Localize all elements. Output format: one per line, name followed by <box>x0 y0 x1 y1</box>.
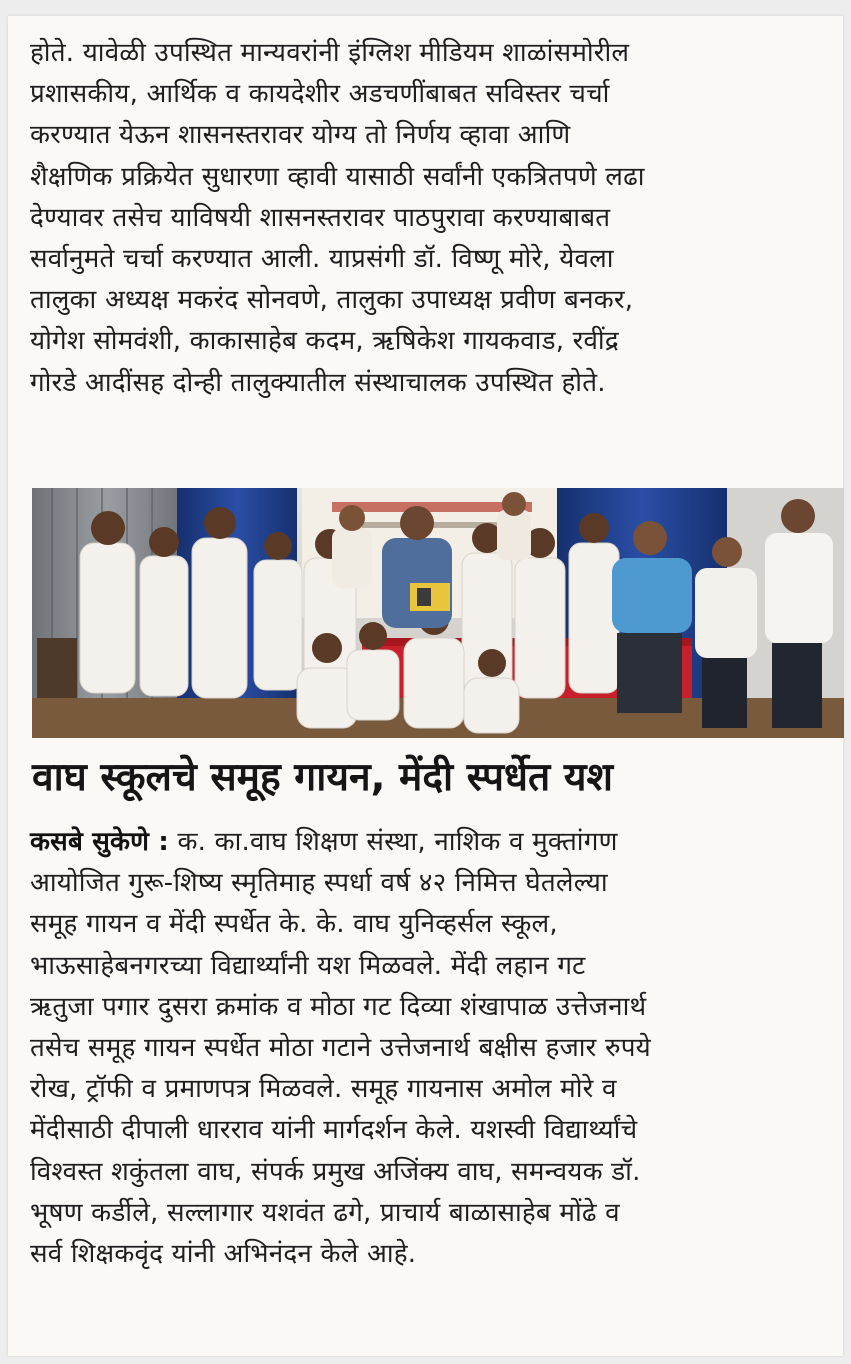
event-photo-illustration <box>32 488 844 738</box>
dateline: कसबे सुकेणे : <box>30 827 170 857</box>
news-headline: वाघ स्कूलचे समूह गायन, मेंदी स्पर्धेत यश <box>32 755 613 800</box>
story-text: क. का.वाघ शिक्षण संस्था, नाशिक व मुक्तांगण आयोजित गुरू-शिष्य स्मृतिमाह स्पर्धा वर्ष ४२ निमित्त घेतलेल्या समूह गायन व मेंदी स्पर्धेत के. के. वाघ युनिव्हर्सल स्कूल, भाऊसाहेबनगरच्या विद्यार्थ्यांनी यश मिळवले. मेंदी लहान गट ऋतुजा पगार दुसरा क्रमांक व मोठा गट दिव्या शंखापाळ उत्तेजनार्थ तसेच समूह गायन स्पर्धेत मोठा गटाने उत्तेजनार्थ बक्षीस हजार रुपये रोख, ट्रॉफी व प्रमाणपत्र मिळवले. समूह गायनास अमोल मोरे व मेंदीसाठी दीपाली धारराव यांनी मार्गदर्शन केले. यशस्वी विद्यार्थ्यांचे विश्वस्त शकुंतला वाघ, संपर्क प्रमुख अजिंक्य वाघ, समन्वयक डॉ. भूषण कर्डीले, सल्लागार यशवंत ढगे, प्राचार्य बाळासाहेब मोंढे व सर्व शिक्षकवृंद यांनी अभिनंदन केले आहे. <box>30 827 651 1270</box>
news-story-body <box>30 822 820 1275</box>
event-photo <box>32 488 844 738</box>
article-continuation-text: होते. यावेळी उपस्थित मान्यवरांनी इंग्लिश मीडियम शाळांसमोरील प्रशासकीय, आर्थिक व कायदेशीर अडचणींबाबत सविस्तर चर्चा करण्यात येऊन शासनस्तरावर योग्य तो निर्णय व्हावा आणि शैक्षणिक प्रक्रियेत सुधारणा व्हावी यासाठी सर्वांनी एकत्रितपणे लढा देण्यावर तसेच याविषयी शासनस्तरावर पाठपुरावा करण्याबाबत सर्वानुमते चर्चा करण्यात आली. याप्रसंगी डॉ. विष्णू मोरे, येवला तालुका अध्यक्ष मकरंद सोनवणे, तालुका उपाध्यक्ष प्रवीण बनकर, योगेश सोमवंशी, काकासाहेब कदम, ऋषिकेश गायकवाड, रवींद्र गोरडे आदींसह दोन्ही तालुक्यातील संस्थाचालक उपस्थित होते. <box>30 38 645 398</box>
